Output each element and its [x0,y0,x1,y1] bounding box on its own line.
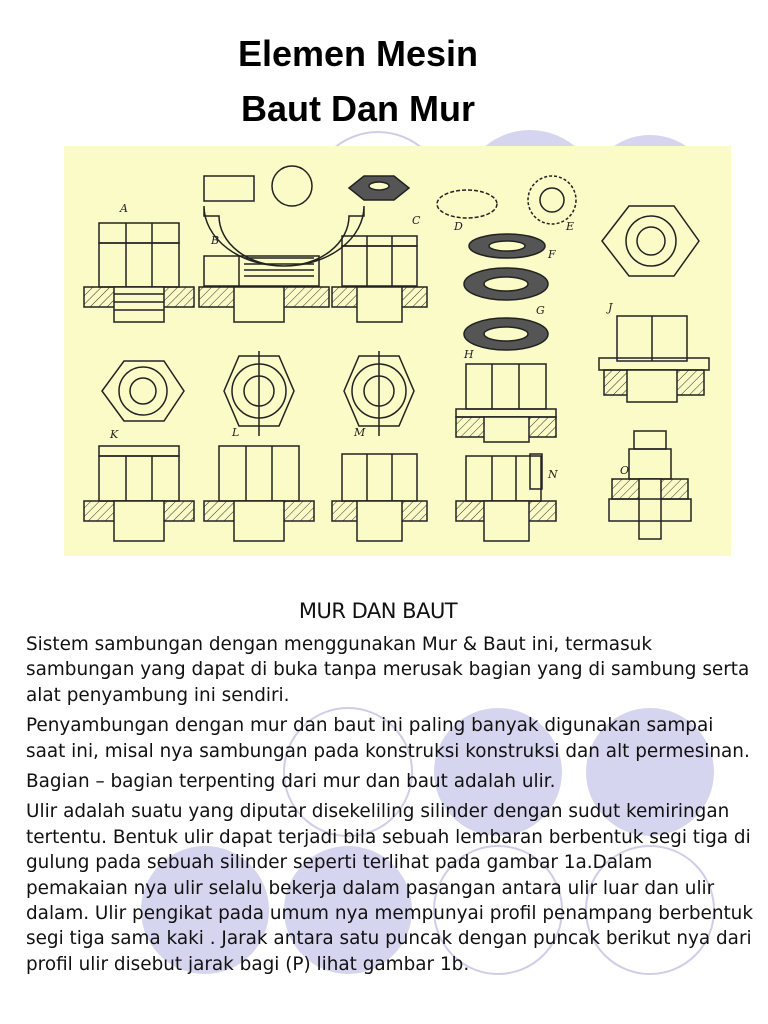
figure-label: G [536,304,545,317]
figure-label: F [548,248,556,261]
figure-label: N [548,468,558,481]
figure-label: E [566,220,575,233]
paragraph: Bagian – bagian terpenting dari mur dan baut adalah ulir. [26,771,556,793]
figure-label: M [354,426,366,439]
bolt-nut-illustration [64,146,731,556]
figure-label: J [608,301,613,314]
paragraph: Ulir adalah suatu yang diputar disekeliling silinder dengan sudut kemiringan tertentu. Bentuk ulir dapat terjadi bila sebuah lembaran berbentuk segi tiga di gulung pada sebuah silinder seperti terlihat pada gambar 1a.Dalam pemakaian nya ulir selalu bekerja dalam pasangan antara ulir luar dan ulir dalam. Ulir pengikat pada umum nya mempunyai profil penampang berbentuk segi tiga sama kaki . Jarak antara satu puncak dengan puncak berikut nya dari profil ulir disebut jarak bagi (P) lihat gambar 1b. [26,801,753,975]
page-title: Elemen Mesin [237,33,479,74]
figure-label: D [454,220,463,233]
figure-label: B [211,234,220,247]
paragraph: Penyambungan dengan mur dan baut ini paling banyak digunakan sampai saat ini, misal nya sambungan pada konstruksi konstruksi dan alt permesinan. [26,715,750,762]
bolt-nut-drawing [64,146,731,556]
body-text [26,632,754,982]
paragraph: Sistem sambungan dengan menggunakan Mur & Baut ini, termasuk sambungan yang dapat di buka tanpa merusak bagian yang di sambung serta alat penyambung ini sendiri. [26,634,750,706]
figure-label: O [620,464,630,477]
figure-label: A [120,202,128,215]
figure-label: K [110,428,119,441]
figure-label: H [464,348,474,361]
page-subtitle: Baut Dan Mur [241,88,475,129]
figure-label: C [412,214,421,227]
figure-label: L [232,426,240,439]
section-heading: MUR DAN BAUT [298,599,458,623]
